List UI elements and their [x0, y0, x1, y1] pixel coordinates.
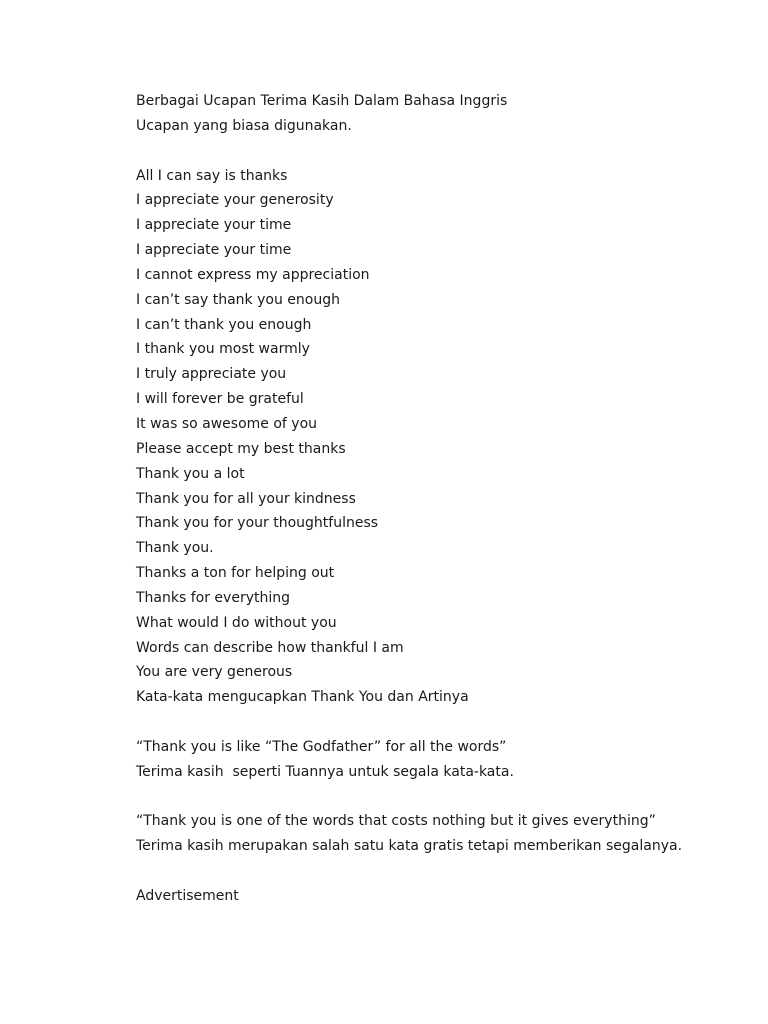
phrase-item: I thank you most warmly: [136, 341, 310, 358]
phrase-item: It was so awesome of you: [136, 415, 318, 432]
quote-block: [136, 735, 736, 785]
quote-english: “Thank you is one of the words that costs nothing but it gives everything”: [136, 813, 656, 830]
section-heading: Kata-kata mengucapkan Thank You dan Artinya: [136, 689, 469, 706]
phrase-item: All I can say is thanks: [136, 167, 288, 184]
quote-indonesian: Terima kasih seperti Tuannya untuk segala kata-kata.: [136, 763, 514, 780]
phrase-item: I appreciate your generosity: [136, 192, 334, 209]
phrase-item: Thank you.: [136, 540, 214, 557]
advertisement-label: Advertisement: [136, 888, 239, 904]
document-body: [136, 89, 736, 909]
quote-indonesian: Terima kasih merupakan salah satu kata gratis tetapi memberikan segalanya.: [136, 838, 683, 855]
phrase-item: I will forever be grateful: [136, 391, 304, 408]
phrase-item: I appreciate your time: [136, 242, 292, 259]
phrase-item: I cannot express my appreciation: [136, 266, 370, 283]
phrase-item: Words can describe how thankful I am: [136, 639, 404, 656]
phrase-item: Thank you for your thoughtfulness: [136, 515, 379, 532]
phrase-item: I appreciate your time: [136, 217, 292, 234]
phrase-item: Thanks a ton for helping out: [136, 565, 335, 582]
phrase-item: Thanks for everything: [136, 589, 290, 606]
phrase-item: What would I do without you: [136, 614, 337, 631]
phrase-item: I can’t say thank you enough: [136, 291, 340, 308]
spacer: [136, 859, 736, 884]
phrase-item: You are very generous: [136, 664, 293, 681]
spacer: [136, 139, 736, 164]
phrase-item: Please accept my best thanks: [136, 440, 346, 457]
phrase-item: Thank you a lot: [136, 465, 245, 482]
phrase-item: Thank you for all your kindness: [136, 490, 356, 507]
quote-english: “Thank you is like “The Godfather” for all the words”: [136, 738, 507, 755]
phrase-list: [136, 164, 736, 711]
spacer: [136, 710, 736, 735]
spacer: [136, 785, 736, 810]
document-subtitle: Ucapan yang biasa digunakan.: [136, 117, 352, 134]
document-title: Berbagai Ucapan Terima Kasih Dalam Bahasa Inggris: [136, 93, 508, 109]
quote-block: [136, 809, 736, 859]
phrase-item: I truly appreciate you: [136, 366, 287, 383]
phrase-item: I can’t thank you enough: [136, 316, 312, 333]
